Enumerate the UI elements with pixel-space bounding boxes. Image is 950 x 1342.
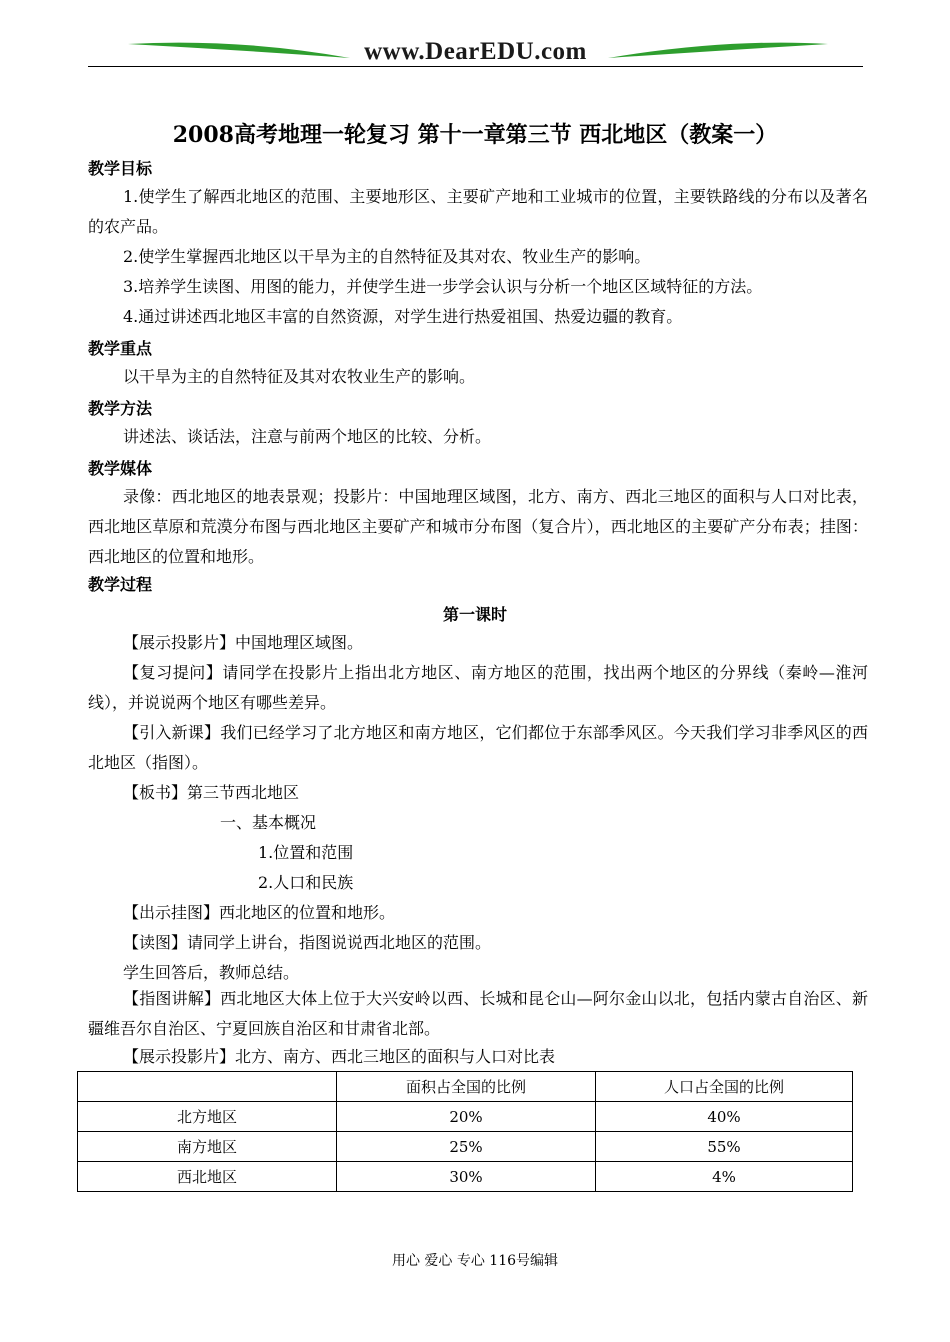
table-cell: 55%: [596, 1132, 853, 1162]
media-text: 录像：西北地区的地表景观；投影片：中国地理区域图，北方、南方、西北三地区的面积与人口对比表，西北地区草原和荒漠分布图与西北地区主要矿产和城市分布图（复合片），西北地区的主要矿产分布表；挂图：西北地区的位置和地形。: [88, 487, 868, 566]
process-heading: 教学过程: [88, 575, 153, 594]
goal-item-2: 2.使学生掌握西北地区以干旱为主的自然特征及其对农、牧业生产的影响。: [123, 247, 651, 266]
key-text: 以干旱为主的自然特征及其对农牧业生产的影响。: [123, 367, 476, 386]
goals-heading: 教学目标: [88, 159, 153, 178]
site-logo-text[interactable]: www.DearEDU.com: [364, 38, 587, 65]
table-row: [78, 1162, 853, 1192]
table-header-cell: 人口占全国的比例: [596, 1072, 853, 1102]
process-p8: 【展示投影片】北方、南方、西北三地区的面积与人口对比表: [123, 1047, 556, 1066]
table-header-row: [78, 1072, 853, 1102]
table-cell: 30%: [337, 1162, 596, 1192]
table-cell: 南方地区: [78, 1132, 337, 1162]
table-cell: 西北地区: [78, 1162, 337, 1192]
outline-item-1: 一、基本概况: [220, 813, 317, 832]
method-heading: 教学方法: [88, 399, 153, 418]
comparison-table: [77, 1071, 853, 1192]
key-heading: 教学重点: [88, 339, 153, 358]
lesson-heading: 第一课时: [442, 605, 507, 624]
table-header-cell: [78, 1072, 337, 1102]
outline-item-2: 1.位置和范围: [258, 843, 354, 862]
process-p4: 【出示挂图】西北地区的位置和地形。: [123, 903, 396, 922]
table-cell: 北方地区: [78, 1102, 337, 1132]
table-cell: 25%: [337, 1132, 596, 1162]
table-cell: 40%: [596, 1102, 853, 1132]
process-p2: 【复习提问】请同学在投影片上指出北方地区、南方地区的范围，找出两个地区的分界线（秦岭—淮河线），并说说两个地区有哪些差异。: [88, 663, 868, 712]
header-divider: [88, 66, 863, 67]
process-p5: 【读图】请同学上讲台，指图说说西北地区的范围。: [123, 933, 492, 952]
board-line: 【板书】第三节西北地区: [123, 783, 300, 802]
goal-item-4: 4.通过讲述西北地区丰富的自然资源，对学生进行热爱祖国、热爱边疆的教育。: [123, 307, 683, 326]
process-p1: 【展示投影片】中国地理区域图。: [123, 633, 364, 652]
media-heading: 教学媒体: [88, 459, 153, 478]
outline-item-3: 2.人口和民族: [258, 873, 354, 892]
table-header-cell: 面积占全国的比例: [337, 1072, 596, 1102]
table-cell: 4%: [596, 1162, 853, 1192]
method-text: 讲述法、谈话法，注意与前两个地区的比较、分析。: [123, 427, 492, 446]
table-row: [78, 1132, 853, 1162]
document-title: 2008高考地理一轮复习 第十一章第三节 西北地区（教案一）: [172, 122, 778, 148]
page-footer: 用心 爱心 专心 116号编辑: [391, 1253, 559, 1269]
goal-item-1: 1.使学生了解西北地区的范围、主要地形区、主要矿产地和工业城市的位置，主要铁路线的分布以及著名的农产品。: [88, 187, 868, 236]
goal-item-3: 3.培养学生读图、用图的能力，并使学生进一步学会认识与分析一个地区区域特征的方法。: [123, 277, 763, 296]
table-cell: 20%: [337, 1102, 596, 1132]
process-p6: 学生回答后，教师总结。: [123, 963, 300, 982]
site-header: [88, 28, 863, 68]
process-p3: 【引入新课】我们已经学习了北方地区和南方地区，它们都位于东部季风区。今天我们学习非季风区的西北地区（指图）。: [88, 723, 868, 772]
table-row: [78, 1102, 853, 1132]
process-p7: 【指图讲解】西北地区大体上位于大兴安岭以西、长城和昆仑山—阿尔金山以北，包括内蒙古自治区、新疆维吾尔自治区、宁夏回族自治区和甘肃省北部。: [88, 989, 868, 1038]
